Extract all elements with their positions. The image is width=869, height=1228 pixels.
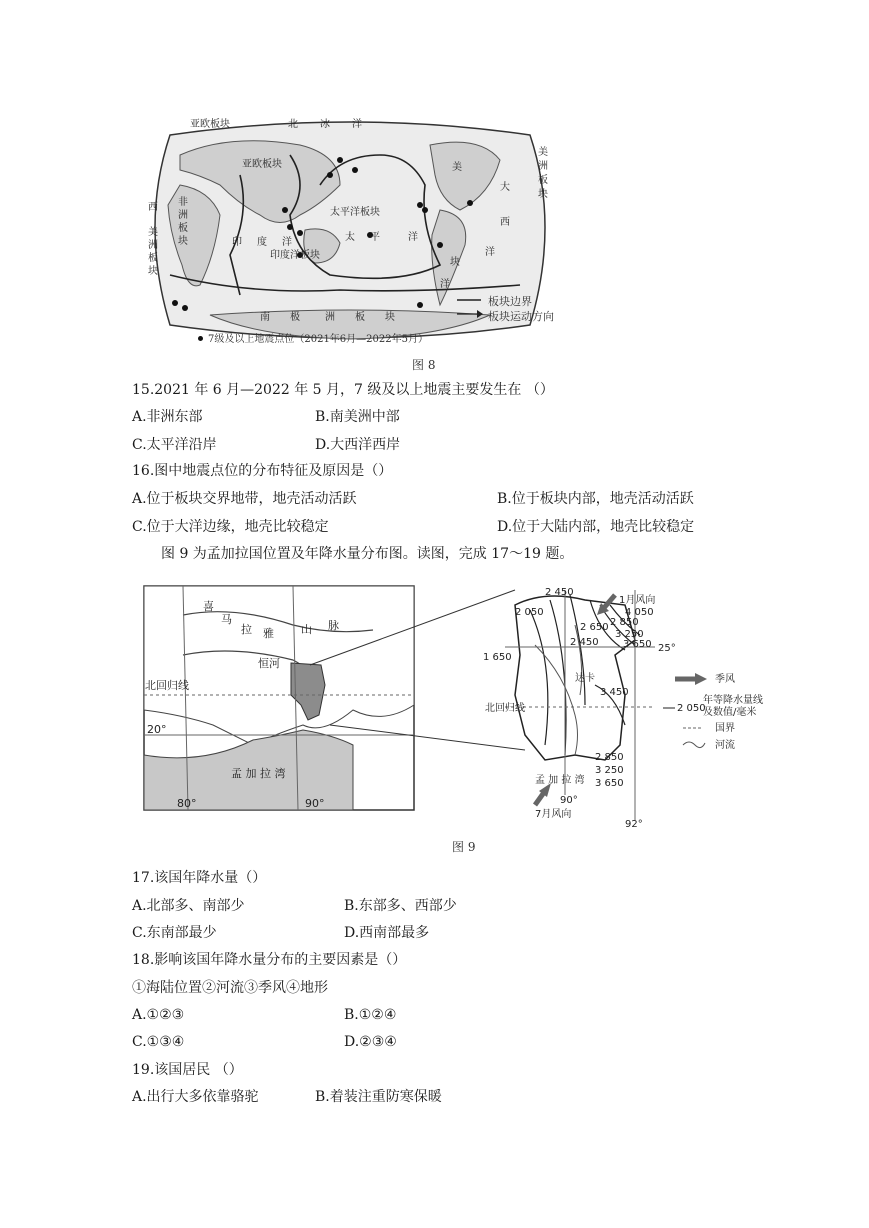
label-plate-r-2: 洲 (538, 161, 548, 172)
label-am-right-1: 美 (452, 162, 462, 173)
q18-stem: 18.影响该国年降水量分布的主要因素是（） (132, 952, 407, 968)
q18-option-a[interactable]: A.①②③ (132, 1007, 185, 1023)
label-arctic-north: 北 (288, 119, 298, 130)
q15-option-c[interactable]: C.太平洋沿岸 (132, 437, 217, 453)
q16-option-b[interactable]: B.位于板块内部，地壳活动活跃 (497, 491, 694, 507)
label-atl-r-2: 块 (450, 257, 460, 268)
label-pacific-plate: 太平洋板块 (330, 207, 380, 218)
legend-iso-line2: 及数值/毫米 (703, 707, 757, 718)
plate-legend-symbols (455, 292, 485, 322)
label-tropic: 北回归线 (145, 679, 189, 692)
label-jul-wind: 7月风向 (535, 809, 572, 820)
label-indian-du: 度 (257, 237, 267, 248)
label-antarctic-2: 极 (290, 312, 300, 323)
q15-option-d[interactable]: D.大西洋西岸 (315, 437, 401, 453)
label-him-4: 雅 (263, 627, 274, 640)
label-lon90-right: 90° (560, 795, 578, 806)
legend-iso-value: 2 050 (677, 703, 706, 714)
label-west-am-1: 西 (148, 202, 158, 213)
label-plate-r-3: 板 (538, 175, 548, 186)
label-lon90: 90° (305, 797, 325, 810)
q17-option-a[interactable]: A.北部多、南部少 (132, 898, 245, 914)
iso-label: 3 450 (600, 687, 629, 698)
legend-river-line (683, 742, 705, 748)
label-tropic-right: 北回归线 (485, 703, 525, 714)
q16-option-c[interactable]: C.位于大洋边缘，地壳比较稳定 (132, 519, 329, 535)
label-him-2: 马 (221, 613, 232, 626)
label-him-1: 喜 (203, 600, 214, 613)
label-bay-right: 孟 加 拉 湾 (535, 775, 585, 786)
iso-label: 3 650 (623, 639, 652, 650)
label-bay: 孟 加 拉 湾 (231, 767, 286, 780)
fig9-intro: 图 9 为孟加拉国位置及年降水量分布图。读图，完成 17～19 题。 (161, 546, 574, 562)
label-arctic-ice: 冰 (320, 119, 330, 130)
q16-option-d[interactable]: D.位于大陆内部，地壳比较稳定 (497, 519, 695, 535)
q19-option-b[interactable]: B.着装注重防寒保暖 (315, 1089, 442, 1105)
bangladesh-rainfall-map (475, 585, 763, 830)
q18-factors: ①海陆位置②河流③季风④地形 (132, 980, 328, 996)
label-him-5: 山 (301, 623, 312, 636)
label-am-right-2: 大 (500, 182, 510, 193)
label-pacific-ping: 平 (370, 232, 380, 243)
legend-boundary: 板块边界 (488, 295, 532, 308)
label-west-am-2: 美 (148, 227, 158, 238)
label-eurasian-plate: 亚欧板块 (242, 159, 282, 170)
legend-quake-dot (198, 336, 203, 341)
label-indo-plate: 印度洋板块 (270, 250, 320, 261)
q16-stem: 16.图中地震点位的分布特征及原因是（） (132, 463, 393, 479)
label-antarctic-3: 洲 (325, 312, 335, 323)
label-am-right-4: 洋 (485, 247, 495, 258)
q17-option-c[interactable]: C.东南部最少 (132, 925, 217, 941)
iso-label: 2 450 (570, 637, 599, 648)
label-him-3: 拉 (241, 623, 252, 636)
q16-option-a[interactable]: A.位于板块交界地带，地壳活动活跃 (132, 491, 357, 507)
q18-option-d[interactable]: D.②③④ (344, 1034, 397, 1050)
iso-label: 3 650 (595, 778, 624, 789)
q17-stem: 17.该国年降水量（） (132, 870, 267, 886)
label-africa-2: 洲 (178, 210, 188, 221)
label-antarctic-5: 块 (385, 312, 395, 323)
label-him-6: 脉 (328, 619, 339, 632)
q15-option-a[interactable]: A.非洲东部 (132, 409, 203, 425)
label-indian-yang: 洋 (282, 237, 292, 248)
label-arctic-ocean: 洋 (352, 119, 362, 130)
q15-stem: 15.2021 年 6 月—2022 年 5 月，7 级及以上地震主要发生在 （） (132, 382, 554, 398)
iso-label: 2 850 (595, 752, 624, 763)
label-plate-r-1: 美 (538, 147, 548, 158)
label-antarctic-4: 板 (355, 312, 365, 323)
legend-iso-line1: 年等降水量线 (703, 695, 763, 706)
label-dhaka: 达卡 (575, 673, 595, 684)
label-pacific-yang: 洋 (408, 232, 418, 243)
iso-label: 2 050 (515, 607, 544, 618)
legend-border: 国界 (715, 723, 735, 734)
q18-option-b[interactable]: B.①②④ (344, 1007, 397, 1023)
q15-option-b[interactable]: B.南美洲中部 (315, 409, 400, 425)
iso-label: 2 650 (580, 622, 609, 633)
label-lat25: 25° (658, 643, 676, 654)
iso-label: 2 450 (545, 587, 574, 598)
iso-label: 2 850 (610, 617, 639, 628)
label-jan-wind: 1月风向 (619, 595, 656, 606)
q17-option-d[interactable]: D.西南部最多 (344, 925, 430, 941)
label-west-am-4: 板 (148, 253, 158, 264)
iso-label: 3 250 (595, 765, 624, 776)
label-africa-3: 板 (178, 223, 188, 234)
iso-label: 3 250 (615, 629, 644, 640)
iso-label: 4 050 (625, 607, 654, 618)
q18-option-c[interactable]: C.①③④ (132, 1034, 185, 1050)
label-pacific-tai: 太 (345, 232, 355, 243)
label-atl-r-1: 洋 (440, 279, 450, 290)
label-am-right-3: 西 (500, 217, 510, 228)
label-ganges: 恒河 (258, 657, 280, 670)
label-lon80: 80° (177, 797, 197, 810)
label-lat20: 20° (147, 723, 167, 736)
label-africa-4: 块 (178, 236, 188, 247)
q17-option-b[interactable]: B.东部多、西部少 (344, 898, 457, 914)
label-africa-1: 非 (178, 197, 188, 208)
q19-option-a[interactable]: A.出行大多依靠骆驼 (132, 1089, 259, 1105)
legend-river: 河流 (715, 740, 735, 751)
legend-quake: 7级及以上地震点位（2021年6月—2022年5月） (208, 334, 428, 345)
q19-stem: 19.该国居民 （） (132, 1062, 243, 1078)
iso-label: 1 650 (483, 652, 512, 663)
legend-monsoon: 季风 (715, 674, 735, 685)
label-eurasian-left: 亚欧板块 (190, 119, 230, 130)
label-west-am-3: 洲 (148, 240, 158, 251)
label-antarctic-1: 南 (260, 312, 270, 323)
legend-direction: 板块运动方向 (488, 310, 554, 323)
figure9-caption: 图 9 (452, 840, 476, 854)
label-plate-r-4: 块 (538, 189, 548, 200)
label-lon92-right: 92° (625, 819, 643, 830)
label-indian-yin: 印 (232, 237, 242, 248)
figure8-caption: 图 8 (412, 358, 436, 372)
label-west-am-5: 块 (148, 266, 158, 277)
